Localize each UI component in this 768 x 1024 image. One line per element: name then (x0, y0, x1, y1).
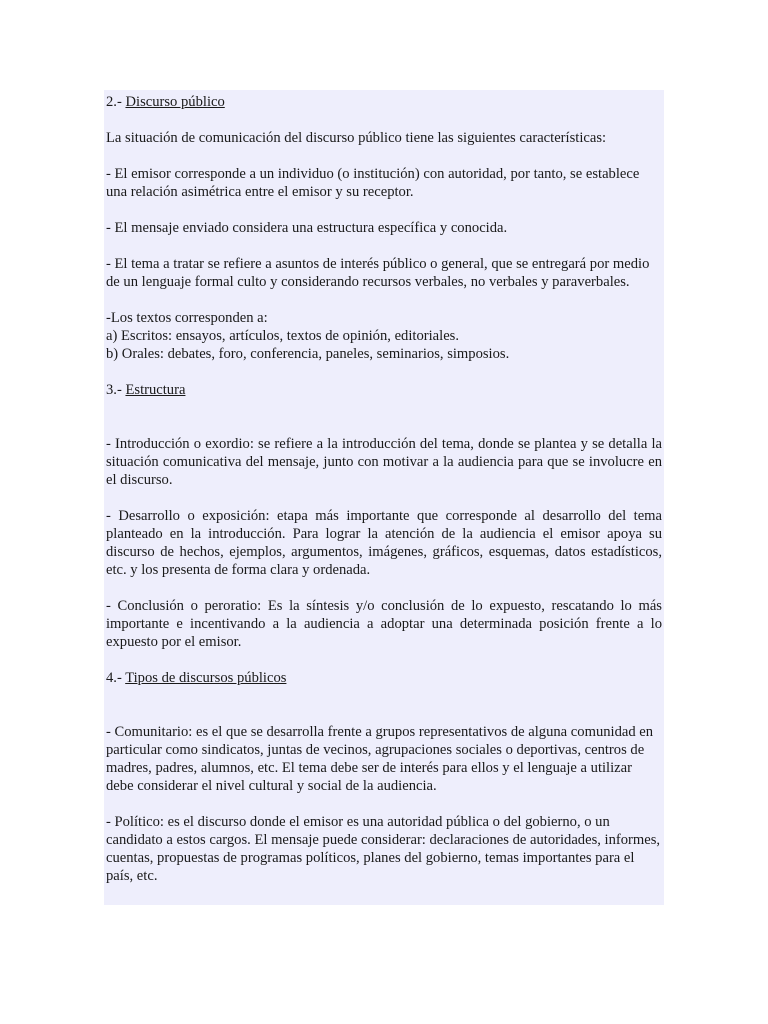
section-number: 3.- (106, 382, 126, 398)
document-page (104, 90, 664, 905)
text-types-oral: b) Orales: debates, foro, conferencia, paneles, seminarios, simposios. (106, 346, 510, 362)
text-types-intro: -Los textos corresponden a: (106, 310, 268, 326)
structure-paragraph: - Introducción o exordio: se refiere a la introducción del tema, donde se plantea y se detalla la situación comunicativa del mensaje, junto con motivar a la audiencia para que se involucre en el discurso. (106, 436, 662, 488)
characteristic-paragraph: - El mensaje enviado considera una estructura específica y conocida. (106, 220, 508, 236)
text-types-list (106, 309, 662, 363)
text-types-written: a) Escritos: ensayos, artículos, textos de opinión, editoriales. (106, 328, 460, 344)
characteristic-paragraph: - El emisor corresponde a un individuo (o institución) con autoridad, por tanto, se establece una relación asimétrica entre el emisor y su receptor. (106, 166, 640, 200)
section-number: 2.- (106, 94, 126, 110)
section-heading-tipos-discursos (106, 669, 662, 687)
discourse-type-paragraph: - Político: es el discurso donde el emisor es una autoridad pública o del gobierno, o un candidato a estos cargos. El mensaje puede considerar: declaraciones de autoridades, informes, cuentas, propuestas de programas políticos, planes del gobierno, temas importantes para el país, etc. (106, 814, 661, 884)
section-title: Tipos de discursos públicos (125, 670, 287, 686)
structure-paragraph: - Desarrollo o exposición: etapa más importante que corresponde al desarrollo del tema planteado en la introducción. Para lograr la atención de la audiencia el emisor apoya su discurso de hechos, ejemplos, argumentos, imágenes, gráficos, esquemas, datos estadísticos, etc. y los presenta de forma clara y ordenada. (106, 508, 662, 578)
section-heading-discurso-publico (106, 93, 662, 111)
section-intro: La situación de comunicación del discurso público tiene las siguientes características: (106, 130, 607, 146)
section-heading-estructura (106, 381, 662, 399)
section-title: Estructura (125, 382, 186, 398)
structure-paragraph: - Conclusión o peroratio: Es la síntesis y/o conclusión de lo expuesto, rescatando lo más importante e incentivando a la audiencia a adoptar una determinada posición frente a lo expuesto por el emisor. (106, 598, 662, 650)
characteristic-paragraph: - El tema a tratar se refiere a asuntos de interés público o general, que se entregará por medio de un lenguaje formal culto y considerando recursos verbales, no verbales y paraverbales. (106, 256, 650, 290)
section-number: 4.- (106, 670, 126, 686)
section-title: Discurso público (125, 94, 225, 110)
discourse-type-paragraph: - Comunitario: es el que se desarrolla frente a grupos representativos de alguna comunidad en particular como sindicatos, juntas de vecinos, agrupaciones sociales o deportivas, centros de madres, padres, alumnos, etc. El tema debe ser de interés para ellos y el lenguaje a utilizar debe considerar el nivel cultural y social de la audiencia. (106, 724, 654, 794)
